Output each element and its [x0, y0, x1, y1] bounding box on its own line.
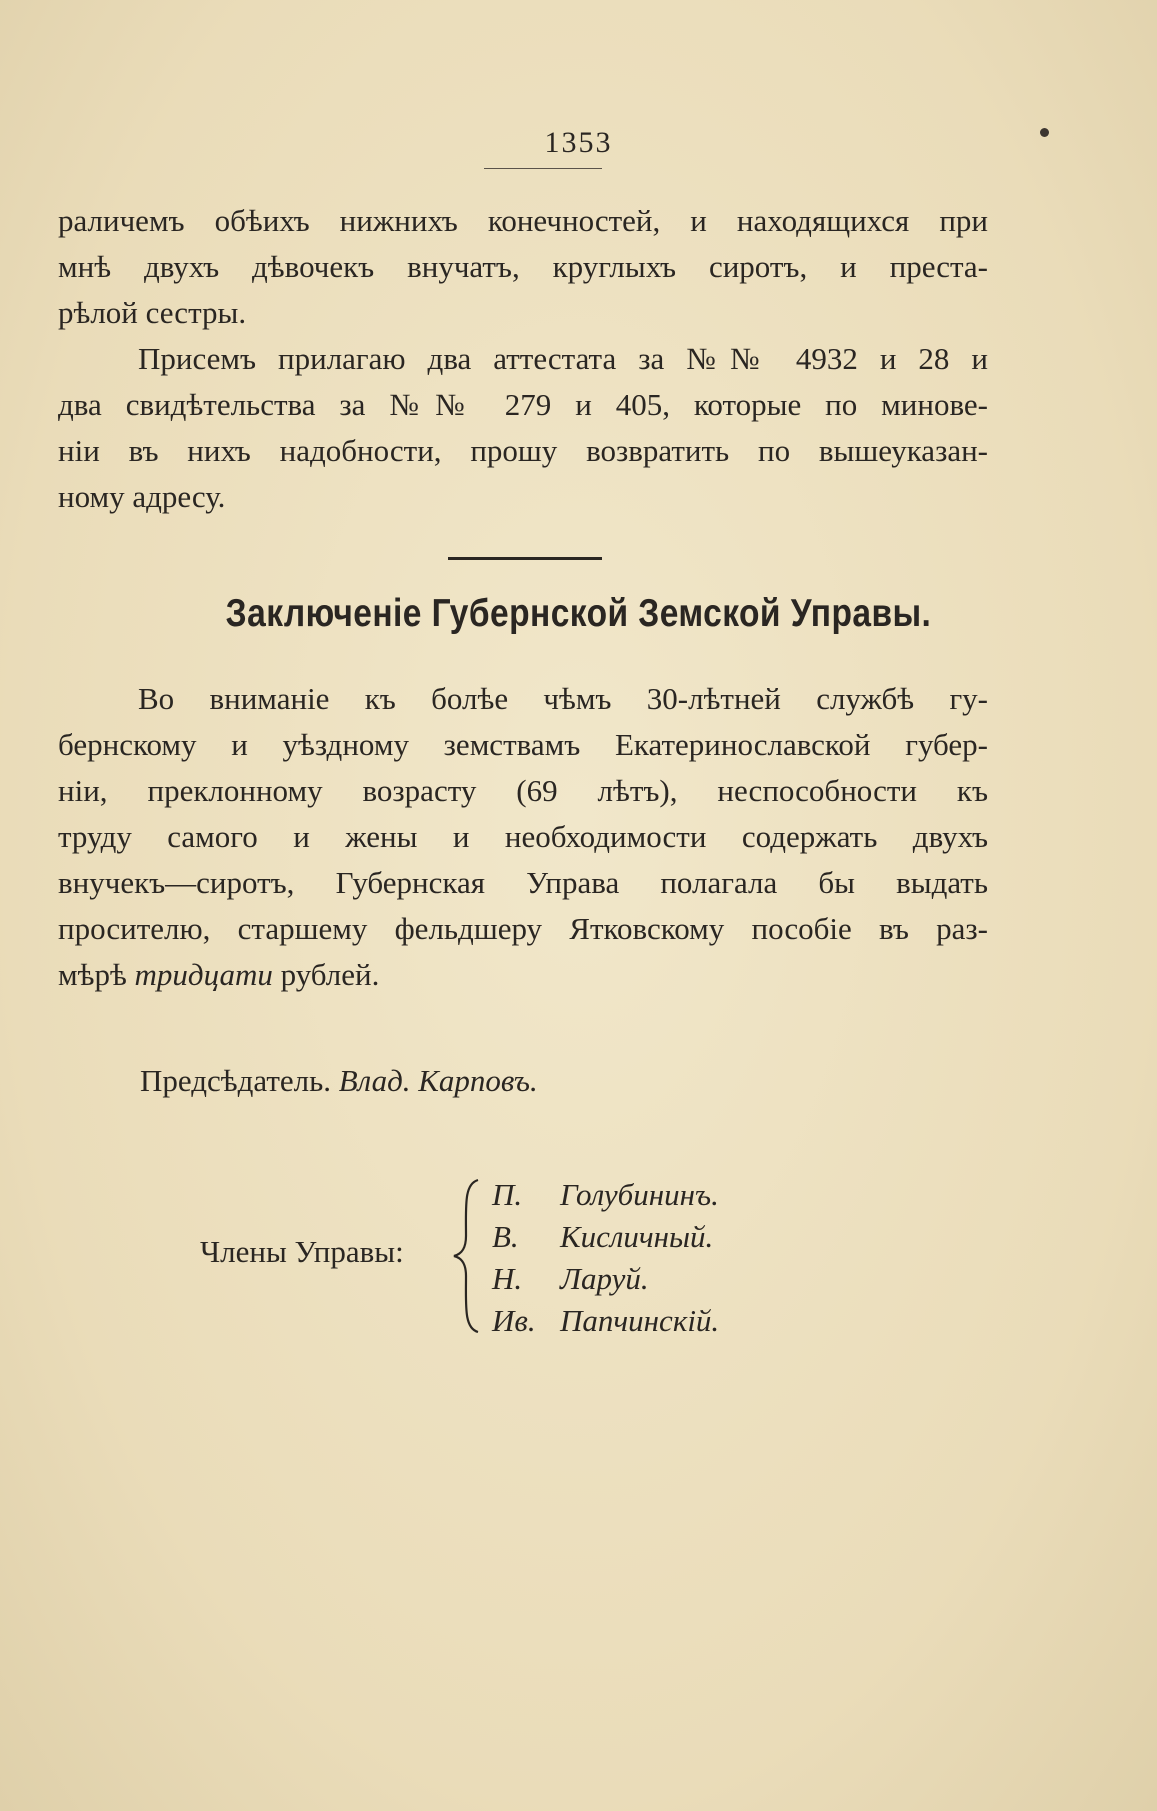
chair-name: Влад. Карповъ. — [338, 1063, 538, 1098]
member-entry — [492, 1174, 719, 1216]
member-initial: В. — [492, 1219, 519, 1254]
text-line: мнѣ двухъ дѣвочекъ внучатъ, круглыхъ сиротъ, и преста- — [58, 249, 988, 284]
section-heading: Заключеніе Губернской Земской Управы. — [225, 592, 932, 635]
text-fragment: рублей. — [280, 957, 380, 992]
text-line: внучекъ—сиротъ, Губернская Управа полагала бы выдать — [58, 865, 988, 900]
text-fragment: мѣрѣ — [58, 957, 127, 992]
chair-title: Предсѣдатель. — [140, 1063, 331, 1098]
text-line: Во вниманіе къ болѣе чѣмъ 30-лѣтней службѣ гу- — [138, 681, 988, 716]
text-line: рѣлой сестры. — [58, 295, 247, 330]
text-line: Присемъ прилагаю два аттестата за №№ 4932 и 28 и — [138, 341, 988, 376]
attachments-paragraph — [58, 336, 988, 520]
page-number-rule — [484, 168, 602, 169]
conclusion-paragraph — [58, 676, 988, 998]
curly-brace — [448, 1176, 488, 1336]
amount-words: тридцати — [134, 957, 273, 992]
members-label: Члены Управы: — [200, 1234, 404, 1269]
continuation-paragraph — [58, 198, 988, 336]
chairman-signature — [140, 1063, 538, 1099]
member-surname: Кисличный. — [560, 1219, 714, 1254]
member-entry — [492, 1258, 719, 1300]
text-line: бернскому и уѣздному земствамъ Екатеринославской губер- — [58, 727, 988, 762]
text-line: ніи, преклонному возрасту (69 лѣтъ), неспособности къ — [58, 773, 988, 808]
page-number: 1353 — [544, 126, 613, 159]
text-line: ніи въ нихъ надобности, прошу возвратить по вышеуказан- — [58, 433, 988, 468]
member-surname: Голубининъ. — [560, 1177, 719, 1212]
members-list — [492, 1174, 719, 1342]
member-initial: П. — [492, 1177, 523, 1212]
text-line-last — [58, 952, 988, 998]
member-entry — [492, 1300, 719, 1342]
member-initial: Н. — [492, 1261, 523, 1296]
member-surname: Ларуй. — [560, 1261, 649, 1296]
member-initial: Ив. — [492, 1303, 536, 1338]
section-divider — [448, 557, 602, 560]
member-surname: Папчинскій. — [560, 1303, 720, 1338]
text-line: просителю, старшему фельдшеру Ятковскому пособіе въ раз- — [58, 911, 988, 946]
member-entry — [492, 1216, 719, 1258]
text-line: раличемъ обѣихъ нижнихъ конечностей, и находящихся при — [58, 203, 988, 238]
text-line: два свидѣтельства за №№ 279 и 405, которые по минове- — [58, 387, 988, 422]
text-line: ному адресу. — [58, 479, 226, 514]
text-line: труду самого и жены и необходимости содержать двухъ — [58, 819, 988, 854]
